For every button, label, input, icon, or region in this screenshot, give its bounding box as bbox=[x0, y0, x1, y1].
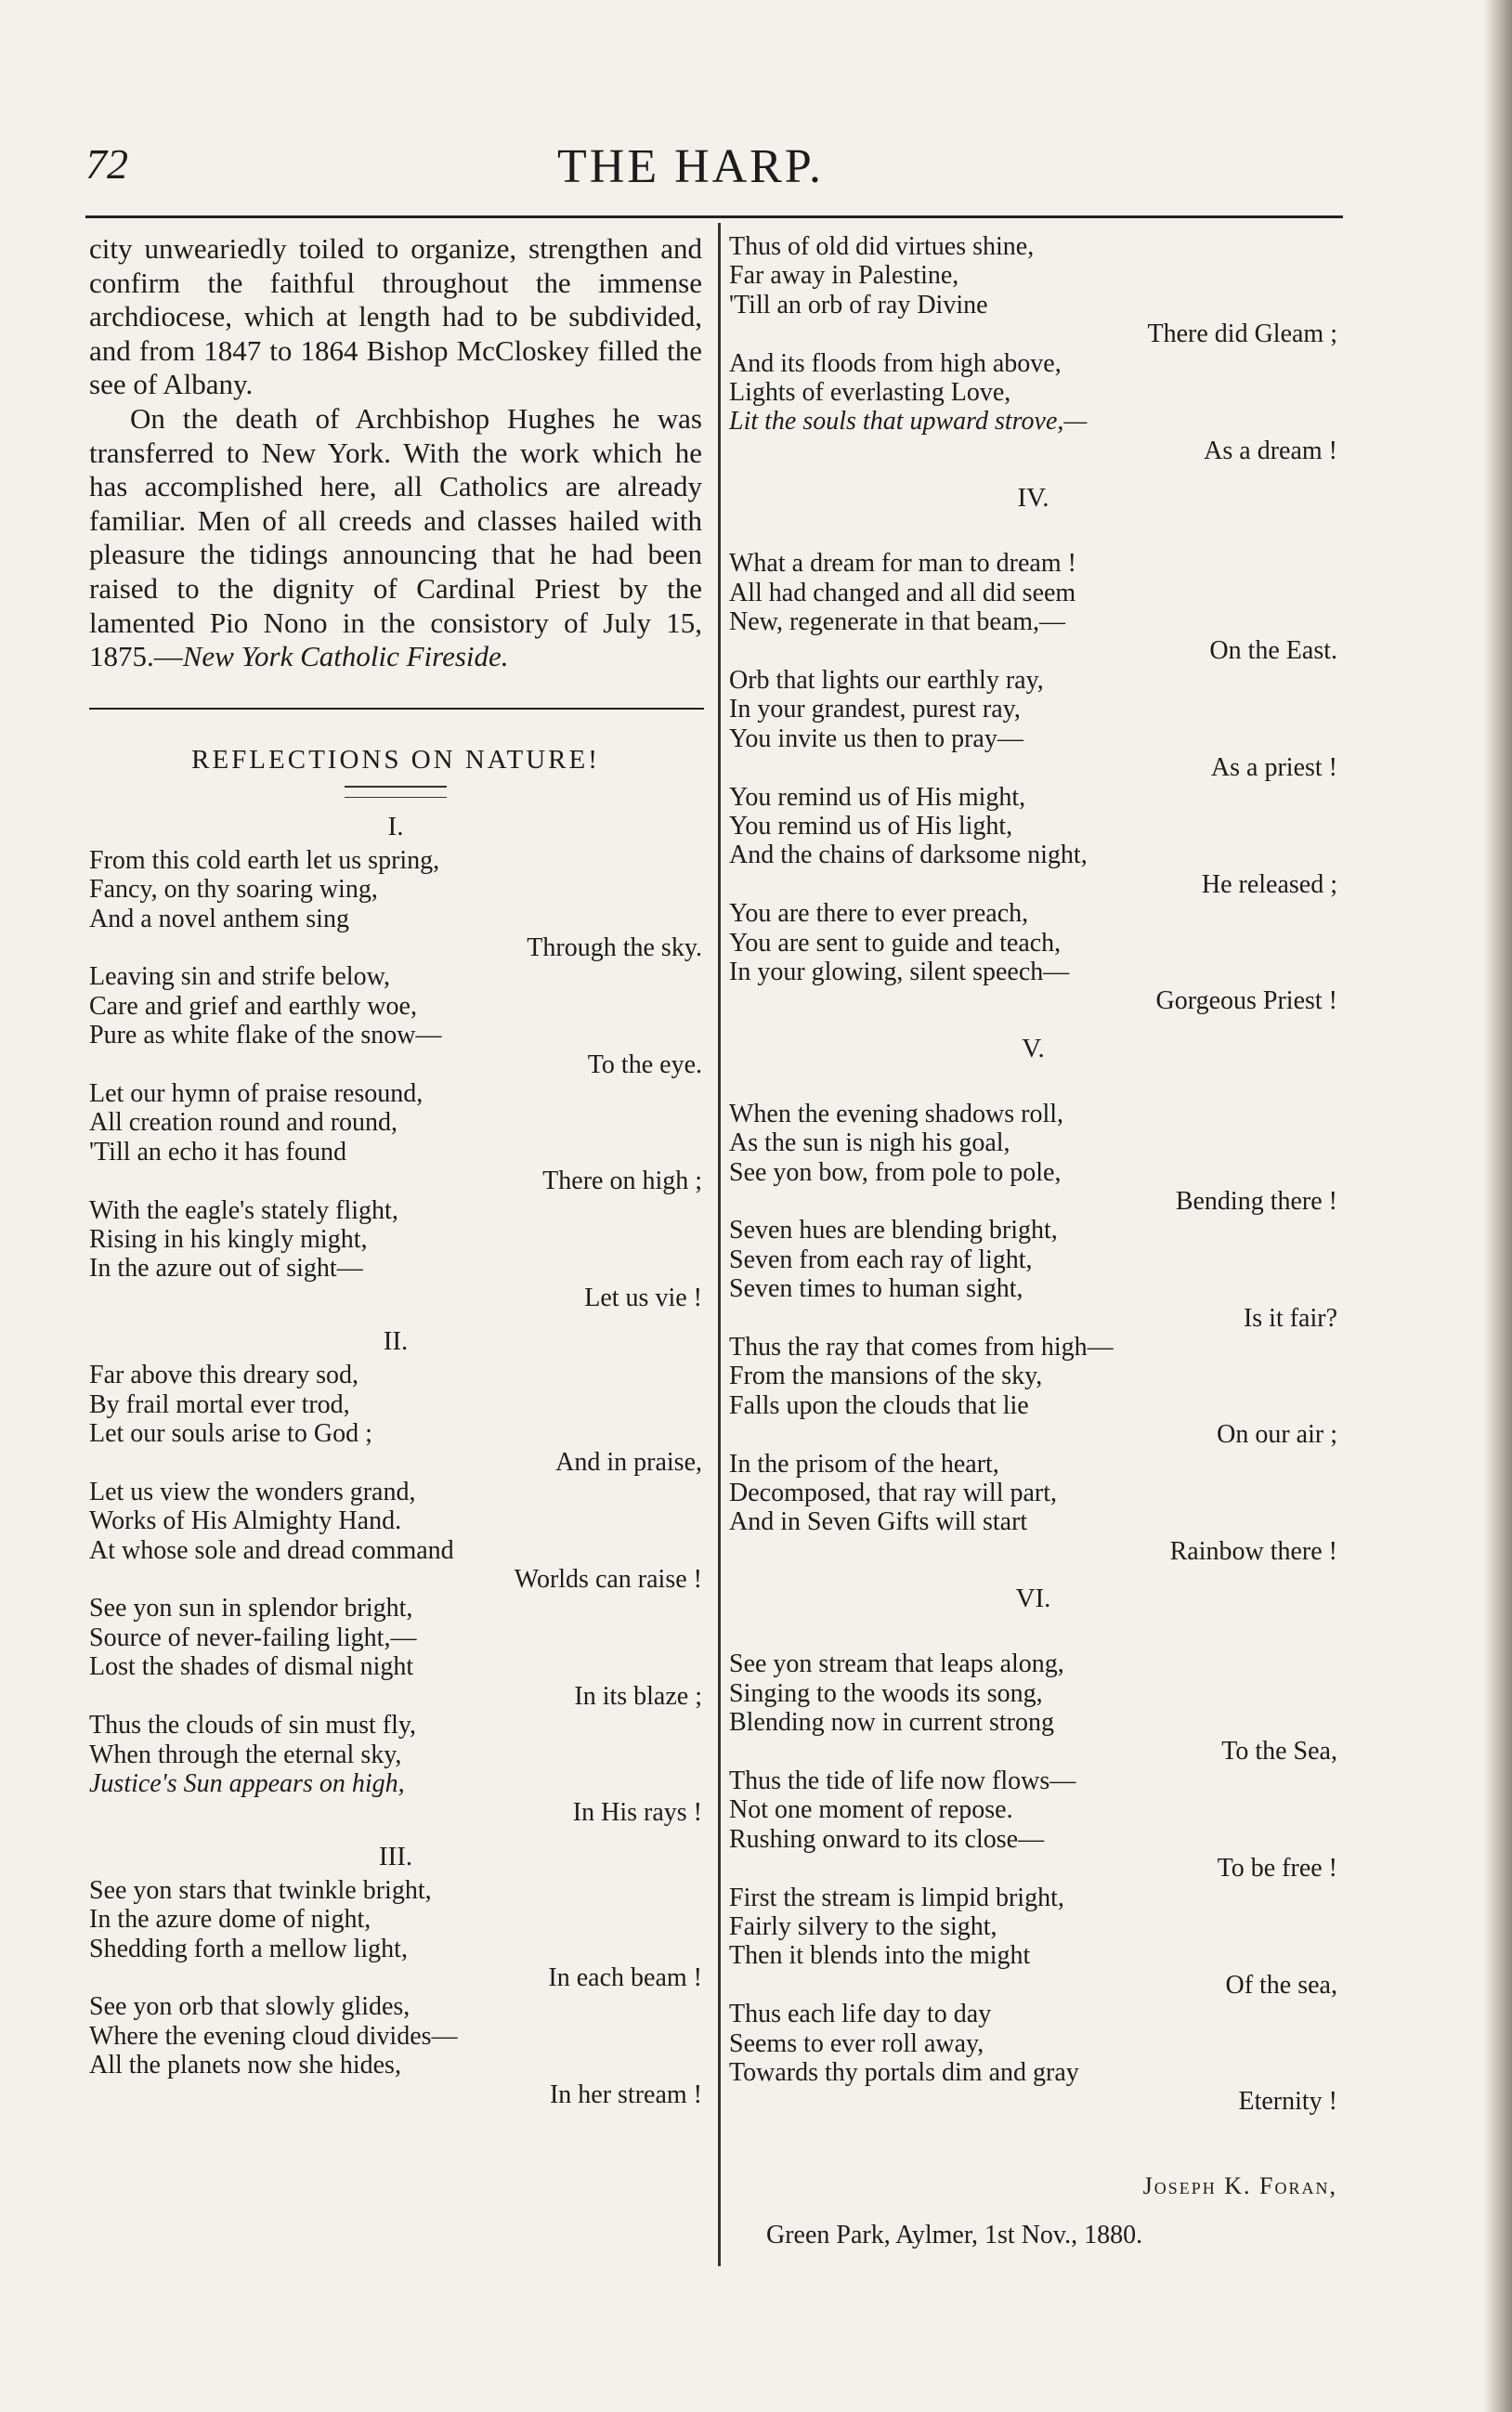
poem-line: Rising in his kingly might, bbox=[89, 1225, 368, 1254]
header-rule bbox=[85, 215, 1343, 218]
poem-refrain: Through the sky. bbox=[527, 932, 702, 962]
stanza-number: IV. bbox=[1017, 483, 1049, 514]
poem-refrain: In her stream ! bbox=[549, 2080, 702, 2109]
poem-line: When the evening shadows roll, bbox=[729, 1099, 1064, 1128]
stanza-number: V. bbox=[1022, 1033, 1045, 1063]
poem-line: With the eagle's stately flight, bbox=[89, 1195, 398, 1225]
article-paragraph-2-text: On the death of Archbishop Hughes he was transferred to New York. With the work which he has accomplished here, all Catholics are already familiar. Men of all creeds and classes hailed with pleasure the tidings announcing that he had been raised to the dignity of Cardinal Priest by the lamented Pio Nono in the consistory of July 15, 1875.— bbox=[89, 401, 702, 673]
stanza-number: III. bbox=[378, 1841, 413, 1871]
poem-refrain: Is it fair? bbox=[1243, 1303, 1337, 1333]
poem-line: Far above this dreary sod, bbox=[89, 1361, 359, 1390]
poem-refrain: Rainbow there ! bbox=[1169, 1536, 1337, 1566]
poem-line: Where the evening cloud divides— bbox=[89, 2021, 458, 2051]
author-signature: Joseph K. Foran, bbox=[1142, 2171, 1337, 2199]
poem-line: As the sun is nigh his goal, bbox=[729, 1128, 1010, 1158]
poem-line: Let our hymn of praise resound, bbox=[89, 1078, 424, 1108]
poem-line: Justice's Sun appears on high, bbox=[89, 1768, 405, 1798]
poem-line: Pure as white flake of the snow— bbox=[89, 1021, 442, 1050]
poem-line: Leaving sin and strife below, bbox=[89, 962, 390, 992]
poem-line: Singing to the woods its song, bbox=[729, 1678, 1043, 1708]
poem-refrain: To be free ! bbox=[1217, 1854, 1337, 1884]
poem-line: Seven hues are blending bright, bbox=[729, 1216, 1058, 1245]
stanza-number: VI. bbox=[1015, 1584, 1051, 1614]
poem-line: You remind us of His light, bbox=[729, 811, 1013, 841]
poem-line: Works of His Almighty Hand. bbox=[89, 1506, 402, 1536]
stanza-number: I. bbox=[387, 811, 404, 841]
poem-refrain: As a dream ! bbox=[1204, 436, 1337, 465]
poem-line: Falls upon the clouds that lie bbox=[729, 1390, 1029, 1420]
poem-refrain: In each beam ! bbox=[548, 1962, 702, 1992]
poem-line: And the chains of darksome night, bbox=[729, 841, 1088, 870]
poem-line: And its floods from high above, bbox=[729, 348, 1062, 378]
poem-line: From the mansions of the sky, bbox=[729, 1362, 1043, 1391]
poem-line: First the stream is limpid bright, bbox=[729, 1883, 1064, 1912]
poem-line: 'Till an orb of ray Divine bbox=[729, 290, 988, 319]
column-divider bbox=[718, 223, 721, 2266]
poem-refrain: On the East. bbox=[1209, 636, 1337, 666]
poem-line: Care and grief and earthly woe, bbox=[89, 991, 417, 1021]
poem-line: Then it blends into the might bbox=[729, 1941, 1031, 1971]
poem-line: Far away in Palestine, bbox=[729, 261, 959, 291]
poem-refrain: Gorgeous Priest ! bbox=[1155, 986, 1337, 1016]
stanza-gap bbox=[729, 517, 1337, 549]
article-paragraph-1: city unweariedly toiled to organize, strengthen and confirm the faithful throughout the immense archdiocese, which at length had to be subdivided, and from 1847 to 1864 Bishop McCloskey filled the see of Albany. bbox=[89, 232, 702, 401]
poem-line: Towards thy portals dim and gray bbox=[729, 2057, 1079, 2087]
poem-line: In your glowing, silent speech— bbox=[729, 957, 1070, 986]
poem-line: All had changed and all did seem bbox=[729, 578, 1076, 607]
poem-line: Fairly silvery to the sight, bbox=[729, 1911, 997, 1941]
page-number: 72 bbox=[85, 140, 128, 188]
poem-refrain: There did Gleam ; bbox=[1147, 319, 1337, 349]
poem-line: New, regenerate in that beam,— bbox=[729, 607, 1066, 637]
poem-line: Lights of everlasting Love, bbox=[729, 378, 1011, 408]
poem-line: Source of never-failing light,— bbox=[89, 1623, 417, 1652]
place-date: Green Park, Aylmer, 1st Nov., 1880. bbox=[766, 2220, 1143, 2249]
poem-refrain: As a priest ! bbox=[1210, 753, 1337, 783]
poem-line: See yon bow, from pole to pole, bbox=[729, 1157, 1062, 1187]
poem-line: All creation round and round, bbox=[89, 1108, 398, 1138]
poem-line: From this cold earth let us spring, bbox=[89, 845, 440, 875]
article-source: New York Catholic Fireside. bbox=[182, 640, 509, 673]
page-title: THE HARP. bbox=[557, 140, 825, 193]
poem-refrain: Of the sea, bbox=[1225, 1970, 1337, 2000]
poem-refrain: On our air ; bbox=[1217, 1420, 1337, 1450]
poem-line: You invite us then to pray— bbox=[729, 724, 1023, 753]
poem-refrain: Eternity ! bbox=[1238, 2087, 1337, 2117]
page-edge-shadow bbox=[1484, 0, 1512, 2412]
section-rule bbox=[89, 708, 704, 710]
poem-line: Fancy, on thy soaring wing, bbox=[89, 875, 378, 905]
poem-line: In the prisom of the heart, bbox=[729, 1449, 999, 1479]
poem-refrain: And in praise, bbox=[555, 1448, 702, 1478]
poem-line: By frail mortal ever trod, bbox=[89, 1389, 350, 1419]
poem-line: In your grandest, purest ray, bbox=[729, 695, 1021, 724]
poem-line: All the planets now she hides, bbox=[89, 2051, 401, 2080]
poem-line: Seven times to human sight, bbox=[729, 1274, 1023, 1304]
poem-line: And a novel anthem sing bbox=[89, 904, 349, 933]
poem-line: You remind us of His might, bbox=[729, 782, 1026, 812]
article-text bbox=[89, 232, 702, 674]
poem-line: Orb that lights our earthly ray, bbox=[729, 665, 1044, 695]
article-paragraph-2 bbox=[89, 402, 702, 674]
poem-refrain: Worlds can raise ! bbox=[514, 1565, 702, 1595]
poem-line: Decomposed, that ray will part, bbox=[729, 1479, 1058, 1508]
poem-line: Thus the tide of life now flows— bbox=[729, 1766, 1076, 1795]
poem-line: Not one moment of repose. bbox=[729, 1795, 1013, 1825]
poem-line: 'Till an echo it has found bbox=[89, 1137, 346, 1167]
poem-line: Let our souls arise to God ; bbox=[89, 1419, 372, 1449]
poem-line: In the azure dome of night, bbox=[89, 1905, 371, 1935]
stanza-gap bbox=[729, 1618, 1337, 1649]
poem-refrain: In its blaze ; bbox=[574, 1681, 702, 1711]
poem-line: See yon orb that slowly glides, bbox=[89, 1992, 411, 2022]
poem-line: See yon stars that twinkle bright, bbox=[89, 1875, 432, 1905]
right-column bbox=[729, 232, 1337, 2250]
poem-refrain: There on high ; bbox=[542, 1167, 702, 1196]
stanza-gap bbox=[729, 1068, 1337, 1100]
poem-line: Thus the clouds of sin must fly, bbox=[89, 1711, 417, 1741]
poem-line: Lit the souls that upward strove,— bbox=[729, 407, 1088, 437]
poem-line: Blending now in current strong bbox=[729, 1708, 1054, 1738]
poem-line: In the azure out of sight— bbox=[89, 1254, 363, 1284]
poem-line: Shedding forth a mellow light, bbox=[89, 1934, 408, 1963]
poem-refrain: He released ; bbox=[1201, 869, 1337, 899]
poem-refrain: To the Sea, bbox=[1221, 1737, 1337, 1767]
poem-line: When through the eternal sky, bbox=[89, 1740, 402, 1769]
poem-title: REFLECTIONS ON NATURE! bbox=[191, 744, 600, 775]
poem-line: Thus each life day to day bbox=[729, 2000, 992, 2029]
poem-line: What a dream for man to dream ! bbox=[729, 549, 1076, 579]
poem-line: See yon stream that leaps along, bbox=[729, 1649, 1064, 1679]
poem-line: You are there to ever preach, bbox=[729, 899, 1029, 929]
poem-refrain: Let us vie ! bbox=[584, 1283, 702, 1312]
poem-refrain: In His rays ! bbox=[572, 1798, 702, 1828]
left-column bbox=[89, 232, 702, 2109]
poem-line: Lost the shades of dismal night bbox=[89, 1652, 414, 1682]
stanza-number: II. bbox=[383, 1326, 409, 1357]
poem-refrain: Bending there ! bbox=[1175, 1186, 1337, 1216]
poem-line: See yon sun in splendor bright, bbox=[89, 1594, 413, 1623]
poem-line: Thus the ray that comes from high— bbox=[729, 1333, 1114, 1362]
poem-line: Seems to ever roll away, bbox=[729, 2028, 984, 2058]
poem-line: Rushing onward to its close— bbox=[729, 1824, 1045, 1854]
poem-line: Seven from each ray of light, bbox=[729, 1245, 1033, 1274]
poem-line: Thus of old did virtues shine, bbox=[729, 232, 1035, 261]
poem-refrain: To the eye. bbox=[587, 1050, 702, 1079]
poem-line: Let us view the wonders grand, bbox=[89, 1477, 416, 1506]
title-ornament bbox=[345, 786, 447, 798]
poem-line: At whose sole and dread command bbox=[89, 1535, 454, 1565]
poem-line: And in Seven Gifts will start bbox=[729, 1507, 1028, 1537]
poem-line: You are sent to guide and teach, bbox=[729, 928, 1062, 958]
